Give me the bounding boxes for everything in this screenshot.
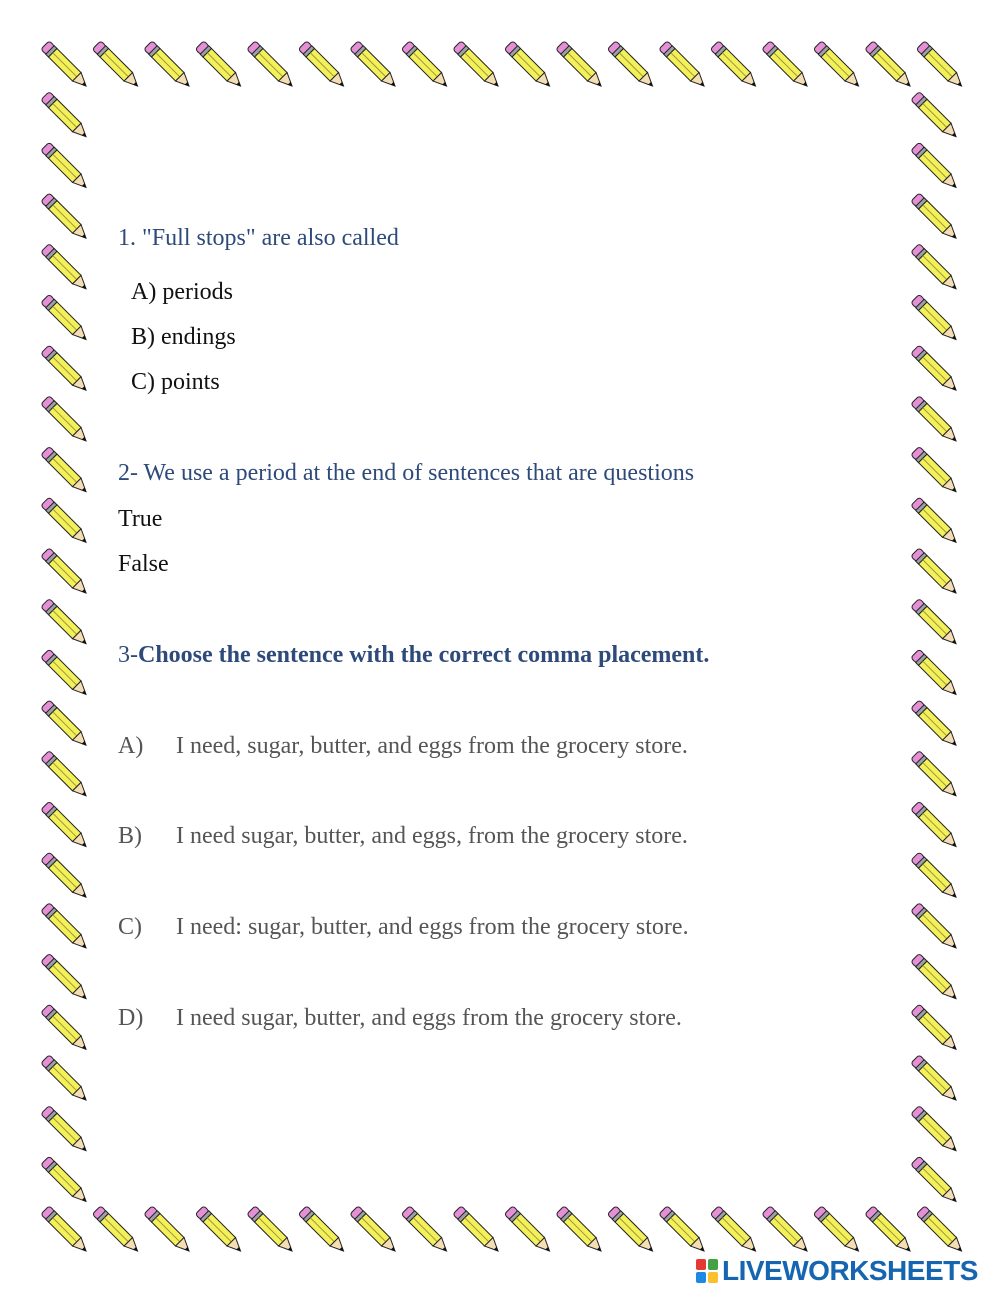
pencil-icon	[916, 1206, 965, 1255]
pencil-icon	[710, 41, 759, 90]
question-2-prompt: 2- We use a period at the end of sentences that are questions	[118, 460, 695, 486]
question-3-prompt	[118, 642, 709, 669]
question-2-option-true[interactable]: True	[118, 506, 163, 532]
pencil-icon	[453, 41, 502, 90]
pencil-icon	[504, 41, 553, 90]
pencil-icon	[556, 1206, 605, 1255]
pencil-icon	[911, 649, 960, 698]
pencil-icon	[350, 1206, 399, 1255]
pencil-icon	[41, 142, 90, 191]
pencil-icon	[911, 852, 960, 901]
pencil-icon	[813, 1206, 862, 1255]
pencil-icon	[911, 446, 960, 495]
pencil-icon	[350, 41, 399, 90]
question-1-option-b[interactable]: B) endings	[131, 324, 236, 350]
pencil-icon	[41, 497, 90, 546]
question-3-choice-c[interactable]	[118, 914, 818, 944]
pencil-icon	[911, 1055, 960, 1104]
pencil-icon	[41, 548, 90, 597]
pencil-icon	[298, 1206, 347, 1255]
pencil-icon	[144, 1206, 193, 1255]
pencil-icon	[911, 497, 960, 546]
pencil-icon	[41, 396, 90, 445]
pencil-icon	[911, 903, 960, 952]
pencil-icon	[813, 41, 862, 90]
liveworksheets-logo[interactable]	[696, 1255, 978, 1287]
choice-text: I need: sugar, butter, and eggs from the grocery store.	[176, 914, 689, 940]
pencil-icon	[41, 953, 90, 1002]
question-3-choice-a[interactable]	[118, 733, 818, 763]
pencil-icon	[911, 142, 960, 191]
pencil-icon	[41, 41, 90, 90]
question-1-prompt: 1. "Full stops" are also called	[118, 225, 399, 251]
pencil-icon	[41, 903, 90, 952]
pencil-icon	[41, 345, 90, 394]
pencil-icon	[41, 1055, 90, 1104]
pencil-icon	[911, 294, 960, 343]
pencil-icon	[865, 41, 914, 90]
pencil-icon	[607, 41, 656, 90]
pencil-icon	[762, 41, 811, 90]
pencil-icon	[911, 1105, 960, 1154]
pencil-icon	[41, 801, 90, 850]
pencil-icon	[144, 41, 193, 90]
pencil-icon	[41, 1105, 90, 1154]
pencil-icon	[41, 1004, 90, 1053]
pencil-icon	[911, 700, 960, 749]
pencil-icon	[41, 446, 90, 495]
pencil-icon	[41, 852, 90, 901]
pencil-icon	[659, 41, 708, 90]
pencil-icon	[41, 294, 90, 343]
pencil-icon	[247, 1206, 296, 1255]
pencil-icon	[911, 751, 960, 800]
pencil-icon	[401, 41, 450, 90]
pencil-icon	[41, 1156, 90, 1205]
pencil-icon	[607, 1206, 656, 1255]
pencil-icon	[298, 41, 347, 90]
question-1-option-c[interactable]: C) points	[131, 369, 220, 395]
pencil-icon	[911, 801, 960, 850]
pencil-icon	[911, 1004, 960, 1053]
pencil-icon	[916, 41, 965, 90]
pencil-icon	[911, 1156, 960, 1205]
choice-text: I need, sugar, butter, and eggs from the grocery store.	[176, 733, 688, 759]
choice-letter: B)	[118, 823, 142, 849]
pencil-icon	[710, 1206, 759, 1255]
question-1-option-a[interactable]: A) periods	[131, 279, 233, 305]
pencil-icon	[247, 41, 296, 90]
pencil-icon	[41, 244, 90, 293]
pencil-icon	[762, 1206, 811, 1255]
question-3-text: Choose the sentence with the correct comma placement.	[138, 642, 710, 668]
pencil-icon	[41, 193, 90, 242]
pencil-icon	[911, 244, 960, 293]
choice-letter: A)	[118, 733, 144, 759]
pencil-icon	[195, 41, 244, 90]
pencil-icon	[504, 1206, 553, 1255]
liveworksheets-logo-icon	[696, 1259, 718, 1283]
question-3-number: 3-	[118, 642, 138, 668]
pencil-icon	[92, 41, 141, 90]
pencil-icon	[911, 345, 960, 394]
logo-text: LIVEWORKSHEETS	[722, 1255, 978, 1286]
pencil-icon	[865, 1206, 914, 1255]
pencil-icon	[41, 751, 90, 800]
pencil-icon	[911, 548, 960, 597]
question-3-choice-b[interactable]	[118, 823, 818, 853]
pencil-icon	[911, 193, 960, 242]
pencil-icon	[41, 91, 90, 140]
choice-text: I need sugar, butter, and eggs from the grocery store.	[176, 1005, 682, 1031]
pencil-icon	[556, 41, 605, 90]
choice-letter: D)	[118, 1005, 144, 1031]
pencil-icon	[659, 1206, 708, 1255]
question-3-choice-d[interactable]	[118, 1005, 818, 1035]
pencil-icon	[195, 1206, 244, 1255]
pencil-icon	[92, 1206, 141, 1255]
pencil-icon	[911, 91, 960, 140]
pencil-icon	[911, 396, 960, 445]
choice-text: I need sugar, butter, and eggs, from the grocery store.	[176, 823, 688, 849]
pencil-icon	[911, 598, 960, 647]
pencil-icon	[401, 1206, 450, 1255]
pencil-icon	[41, 649, 90, 698]
choice-letter: C)	[118, 914, 142, 940]
pencil-icon	[41, 700, 90, 749]
pencil-icon	[41, 598, 90, 647]
question-2-option-false[interactable]: False	[118, 551, 169, 577]
pencil-icon	[453, 1206, 502, 1255]
pencil-icon	[41, 1206, 90, 1255]
pencil-icon	[911, 953, 960, 1002]
